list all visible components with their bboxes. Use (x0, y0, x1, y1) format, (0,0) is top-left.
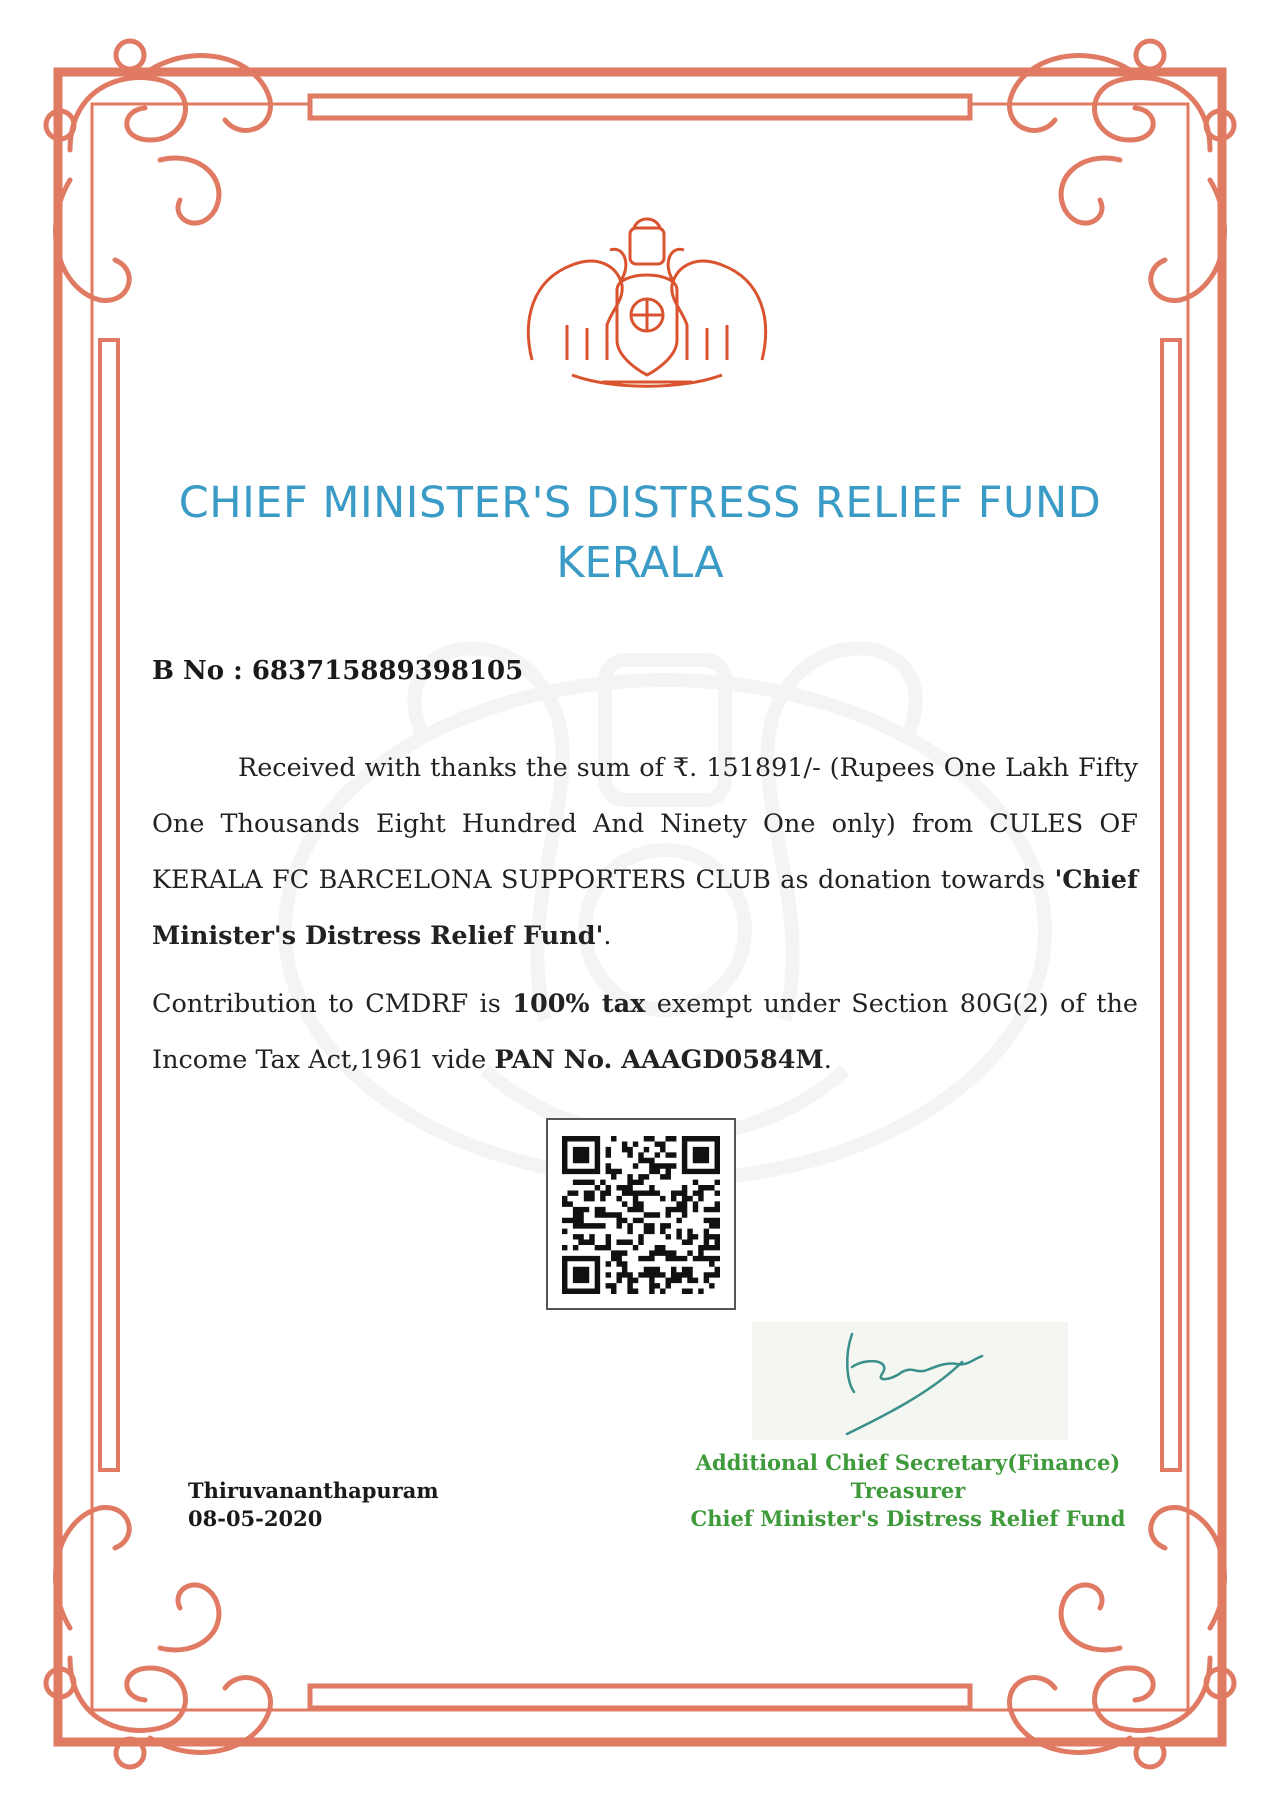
receipt-text: Received with thanks the sum of ₹. 151891/- (Rupees One Lakh Fifty One Thousands Eight Hundred And Ninety One only) from CULES OF KERALA FC BARCELONA SUPPORTERS CLUB as donation towards (152, 753, 1138, 895)
signature-icon (752, 1322, 1068, 1440)
receipt-end: . (603, 921, 612, 951)
signatory-title: Additional Chief Secretary(Finance) (695, 1450, 1121, 1475)
signatory-role: Treasurer (850, 1478, 966, 1503)
issue-date: 08-05-2020 (188, 1506, 323, 1531)
tax-exemption-paragraph (152, 976, 1138, 1088)
fund-name: 'Chief Minister's Distress Relief Fund' (152, 865, 1138, 951)
tax-text-2: exempt under Section 80G(2) of the Income Tax Act,1961 vide (152, 989, 1138, 1075)
tax-percent: 100% tax (512, 989, 646, 1019)
tax-text-1: Contribution to CMDRF is (152, 989, 513, 1019)
bill-number-value: 683715889398105 (251, 656, 524, 686)
qr-code-icon (562, 1136, 720, 1294)
page-title: CHIEF MINISTER'S DISTRESS RELIEF FUND (178, 478, 1102, 528)
page-subtitle: KERALA (556, 538, 724, 588)
issue-place: Thiruvananthapuram (188, 1478, 439, 1503)
kerala-state-emblem-icon (512, 210, 782, 390)
qr-code (546, 1118, 736, 1310)
receipt-paragraph (152, 740, 1138, 964)
bill-number-label: B No : (152, 656, 252, 686)
tax-text-3: . (823, 1045, 832, 1075)
bill-number-row (152, 656, 523, 686)
pan-number: PAN No. AAAGD0584M (494, 1045, 824, 1075)
signatory-fund: Chief Minister's Distress Relief Fund (690, 1506, 1126, 1531)
signature-area (752, 1322, 1068, 1440)
